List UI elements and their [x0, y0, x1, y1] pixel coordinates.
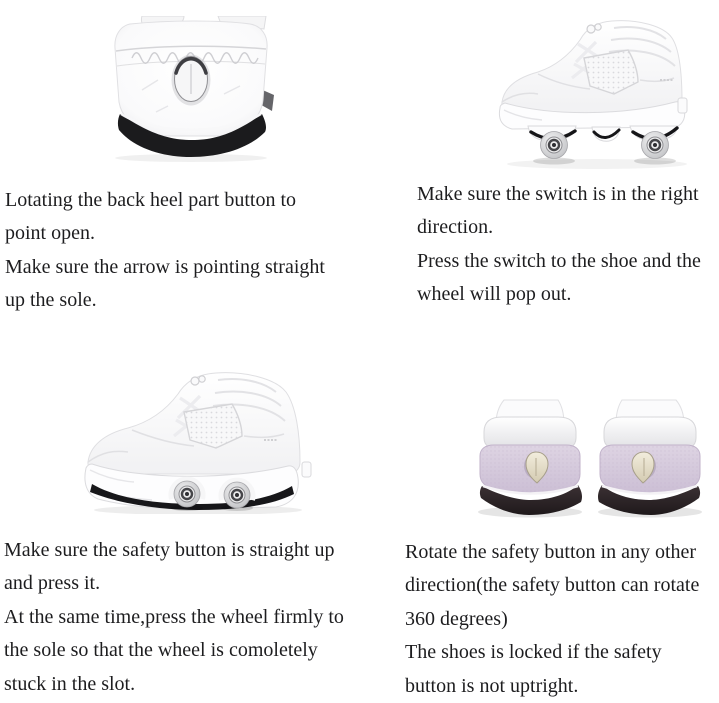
step-3-line-1: Make sure the safety button is straight up	[4, 539, 335, 561]
skate-shoe-wheels-out-photo	[492, 16, 697, 174]
step-2-line-4: wheel will pop out.	[417, 283, 572, 306]
step-3-line-5: stuck in the slot.	[4, 672, 136, 695]
step-4-line-5: button is not uptright.	[405, 674, 579, 697]
step-4-line-1: Rotate the safety button in any other	[405, 541, 697, 563]
step-3-line-3: At the same time,press the wheel firmly to	[4, 605, 344, 628]
step-2-caption	[417, 178, 701, 312]
heel-closeup-illustration	[98, 16, 274, 162]
shoe-wheels-out-illustration	[492, 16, 697, 174]
step-4-caption	[405, 536, 699, 703]
shoe-wheels-retracted-illustration	[80, 366, 320, 514]
heel-button-closeup-photo	[98, 16, 274, 162]
right-heel	[598, 400, 702, 518]
step-1-line-1: Lotating the back heel part button to	[5, 189, 297, 211]
rear-wheel	[642, 132, 669, 159]
step-3-line-2: and press it.	[4, 572, 101, 595]
heel-pair-illustration	[470, 398, 710, 522]
step-1-caption	[5, 184, 325, 318]
step-2-line-1: Make sure the switch is in the right	[417, 183, 699, 205]
step-1-line-4: up the sole.	[5, 289, 97, 312]
front-wheel	[541, 132, 568, 159]
step-4-line-2: direction(the safety button can rotate	[405, 574, 700, 597]
heel-pair-safety-buttons-photo	[470, 398, 710, 522]
step-3-caption	[4, 534, 344, 701]
left-heel	[478, 400, 582, 518]
step-3-line-4: the sole so that the wheel is comoletely	[4, 639, 318, 662]
step-2-line-2: direction.	[417, 216, 494, 239]
step-4-line-4: The shoes is locked if the safety	[405, 641, 662, 664]
step-1-line-3: Make sure the arrow is pointing straight	[5, 255, 325, 278]
step-1-line-2: point open.	[5, 222, 95, 245]
step-2-line-3: Press the switch to the shoe and the	[417, 249, 701, 272]
skate-shoe-wheels-retracted-photo	[80, 366, 320, 514]
step-4-line-3: 360 degrees)	[405, 607, 508, 630]
